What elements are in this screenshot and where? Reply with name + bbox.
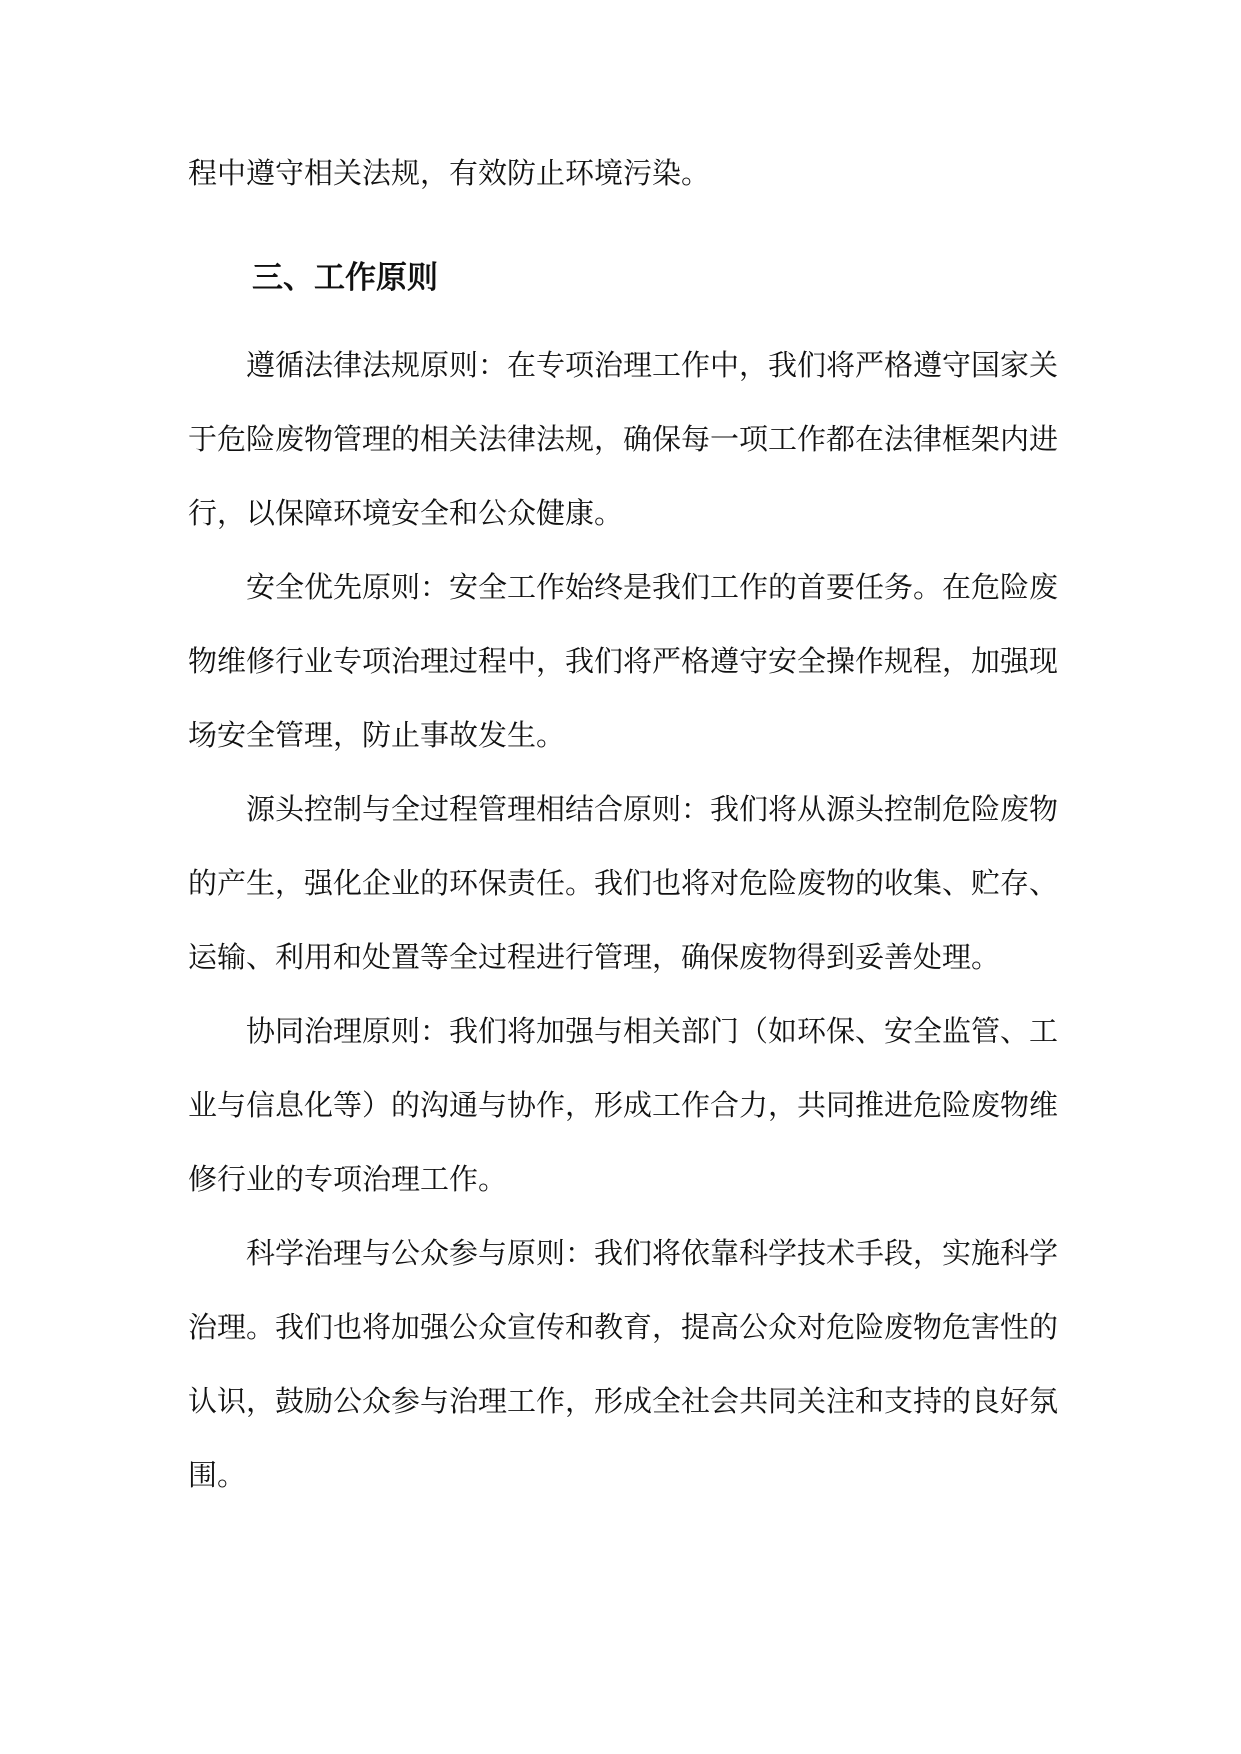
section-heading: 三、工作原则 — [252, 260, 438, 296]
paragraph-line: 业与信息化等）的沟通与协作，形成工作合力，共同推进危险废物维 — [188, 1088, 1059, 1122]
paragraph-line: 围。 — [188, 1458, 247, 1492]
paragraph-line: 安全优先原则：安全工作始终是我们工作的首要任务。在危险废 — [246, 570, 1059, 604]
paragraph-line: 修行业的专项治理工作。 — [188, 1162, 508, 1196]
intro-tail-line: 程中遵守相关法规，有效防止环境污染。 — [188, 156, 711, 190]
paragraph-line: 行，以保障环境安全和公众健康。 — [188, 496, 624, 530]
paragraph-line: 遵循法律法规原则：在专项治理工作中，我们将严格遵守国家关 — [246, 348, 1059, 382]
paragraph-line: 认识，鼓励公众参与治理工作，形成全社会共同关注和支持的良好氛 — [188, 1384, 1059, 1418]
paragraph-line: 的产生，强化企业的环保责任。我们也将对危险废物的收集、贮存、 — [188, 866, 1059, 900]
paragraph-line: 源头控制与全过程管理相结合原则：我们将从源头控制危险废物 — [246, 792, 1059, 826]
paragraph-line: 科学治理与公众参与原则：我们将依靠科学技术手段，实施科学 — [246, 1236, 1059, 1270]
paragraph-line: 于危险废物管理的相关法律法规，确保每一项工作都在法律框架内进 — [188, 422, 1059, 456]
paragraph-line: 协同治理原则：我们将加强与相关部门（如环保、安全监管、工 — [246, 1014, 1059, 1048]
paragraph-line: 运输、利用和处置等全过程进行管理，确保废物得到妥善处理。 — [188, 940, 1001, 974]
paragraph-line: 场安全管理，防止事故发生。 — [188, 718, 566, 752]
paragraph-line: 治理。我们也将加强公众宣传和教育，提高公众对危险废物危害性的 — [188, 1310, 1059, 1344]
paragraph-line: 物维修行业专项治理过程中，我们将严格遵守安全操作规程，加强现 — [188, 644, 1059, 678]
